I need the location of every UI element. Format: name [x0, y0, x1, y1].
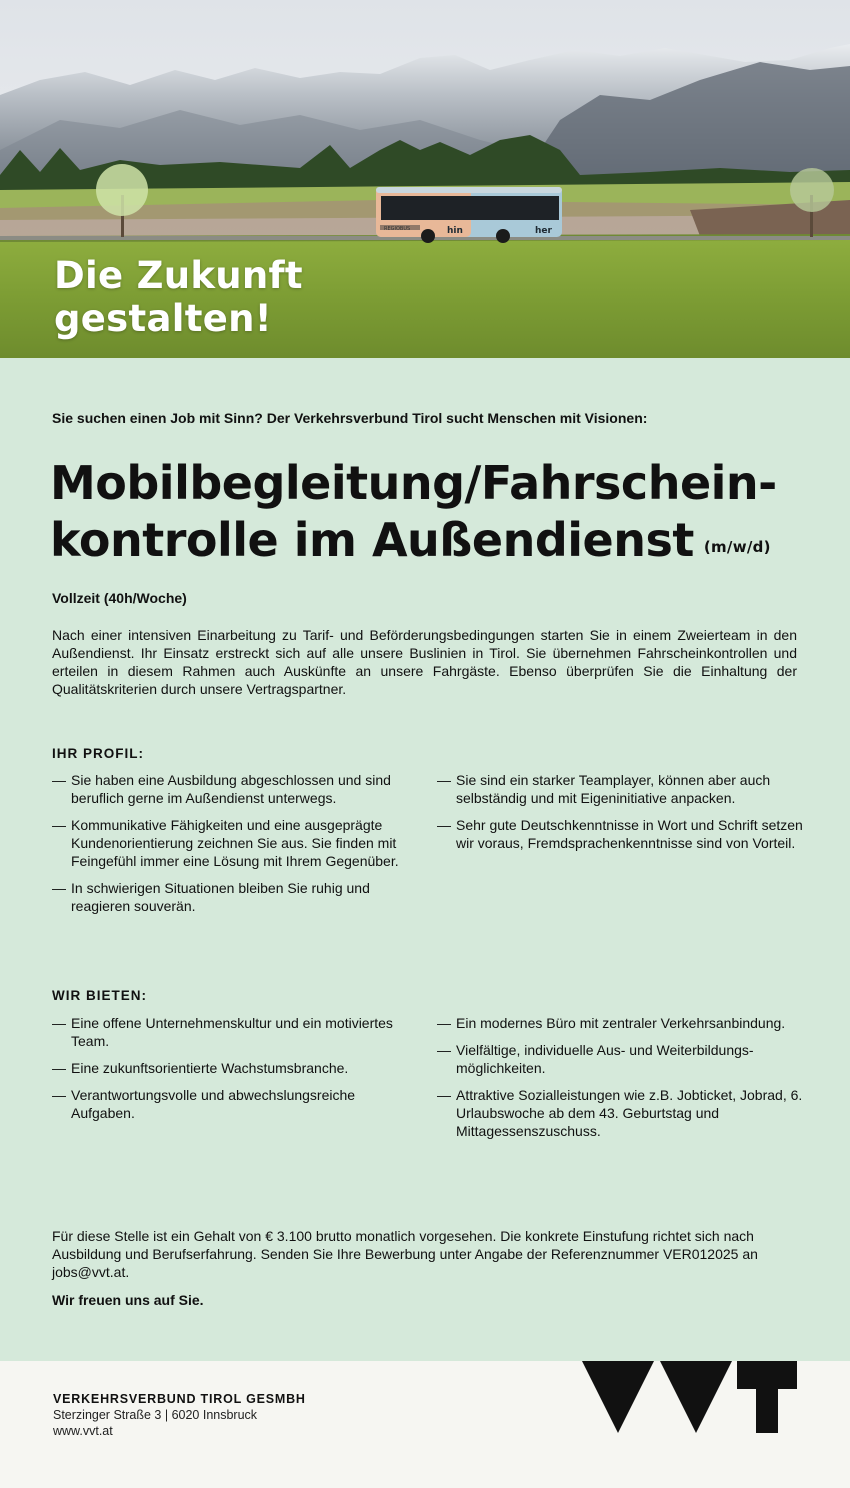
- company-name: VERKEHRSVERBUND TIROL GESMBH: [53, 1392, 306, 1406]
- list-item: — Verantwortungsvolle und abwechslungsreiche Aufgaben.: [52, 1087, 356, 1121]
- job-description: Nach einer intensiven Einarbeitung zu Tarif- und Beförderungsbedingungen starten Sie in einem Zweierteam in den Außendienst. Ihr Einsatz erstreckt sich auf alle unsere Buslinien in Tirol. Sie übernehmen Fahrscheinkontrollen und erteilen in diesem Rahmen auch Auskünfte an unsere Fahrgäste. Ebenso überprüfen Sie die Einhaltung der Qualitätskriterien durch unsere Vertragspartner.: [52, 627, 797, 697]
- gender-note: (m/w/d): [703, 538, 771, 556]
- hero-title-line2: gestalten!: [54, 297, 272, 340]
- footer: [0, 1361, 850, 1488]
- employment-type: Vollzeit (40h/Woche): [52, 590, 187, 606]
- list-item: — Ein modernes Büro mit zentraler Verkehrsanbindung.: [437, 1015, 786, 1031]
- profile-heading: IHR PROFIL:: [52, 746, 144, 761]
- bullet-dash: —: [437, 1042, 451, 1058]
- list-item: — Sehr gute Deutschkenntnisse in Wort und Schrift setzen wir voraus, Fremdsprachenkenntnisse sind von Vorteil.: [437, 817, 803, 851]
- bus: [376, 187, 562, 243]
- hero-image: [0, 0, 850, 358]
- bullet-dash: —: [437, 772, 451, 788]
- bus-label-right: her: [535, 226, 552, 236]
- bullet-dash: —: [52, 1060, 66, 1076]
- offer-list-left: [52, 1014, 422, 1131]
- list-item: — Sie haben eine Ausbildung abgeschlossen und sind beruflich gerne im Außendienst unterwegs.: [52, 772, 391, 806]
- salary-info: Für diese Stelle ist ein Gehalt von € 3.100 brutto monatlich vorgesehen. Die konkrete Einstufung richtet sich nach Ausbildung und Berufserfahrung. Senden Sie Ihre Bewerbung unter Angabe der Referenznummer VER012025 an jobs@vvt.at.: [52, 1228, 758, 1280]
- website-link[interactable]: www.vvt.at: [53, 1424, 113, 1438]
- closing-text: Wir freuen uns auf Sie.: [52, 1292, 204, 1308]
- bus-sign: REGIOBUS: [384, 226, 411, 232]
- job-title-line2-text: kontrolle im Außendienst: [50, 513, 694, 567]
- job-title-line2: [50, 512, 777, 576]
- profile-list-left: [52, 771, 422, 924]
- list-item: — In schwierigen Situationen bleiben Sie ruhig und reagieren souverän.: [52, 880, 370, 914]
- bullet-dash: —: [437, 1087, 451, 1103]
- company-address: [53, 1407, 257, 1439]
- vvt-logo: [582, 1361, 798, 1435]
- job-title: [50, 455, 777, 576]
- bullet-dash: —: [437, 1015, 451, 1031]
- list-item: — Attraktive Sozialleistungen wie z.B. Jobticket, Jobrad, 6. Urlaubswoche ab dem 43. Geburtstag und Mittagessenszuschuss.: [437, 1087, 803, 1139]
- bullet-dash: —: [52, 1087, 66, 1103]
- hero-title-line1: Die Zukunft: [54, 254, 303, 297]
- profile-list-right: [437, 771, 807, 861]
- job-title-line1: Mobilbegleitung/Fahrschein-: [50, 456, 777, 510]
- offer-heading: WIR BIETEN:: [52, 988, 147, 1003]
- list-item: — Eine zukunftsorientierte Wachstumsbranche.: [52, 1060, 349, 1076]
- job-content-panel: [0, 358, 850, 1361]
- bus-label-left: hin: [447, 226, 463, 236]
- street-address: Sterzinger Straße 3 | 6020 Innsbruck: [53, 1408, 258, 1422]
- bullet-dash: —: [52, 1015, 66, 1031]
- bullet-dash: —: [437, 817, 451, 833]
- list-item: — Eine offene Unternehmenskultur und ein motiviertes Team.: [52, 1015, 393, 1049]
- list-item: — Sie sind ein starker Teamplayer, können aber auch selbständig und mit Eigeninitiative anpacken.: [437, 772, 771, 806]
- list-item: — Vielfältige, individuelle Aus- und Weiterbildungs-möglichkeiten.: [437, 1042, 754, 1076]
- bullet-dash: —: [52, 772, 66, 788]
- offer-list-right: [437, 1014, 807, 1149]
- bullet-dash: —: [52, 817, 66, 833]
- hero-title: [54, 254, 303, 340]
- list-item: — Kommunikative Fähigkeiten und eine ausgeprägte Kundenorientierung zeichnen Sie aus. Sie finden mit Feingefühl immer eine Lösung mit Ihrem Gegenüber.: [52, 817, 399, 869]
- intro-text: Sie suchen einen Job mit Sinn? Der Verkehrsverbund Tirol sucht Menschen mit Visionen:: [52, 410, 648, 426]
- bullet-dash: —: [52, 880, 66, 896]
